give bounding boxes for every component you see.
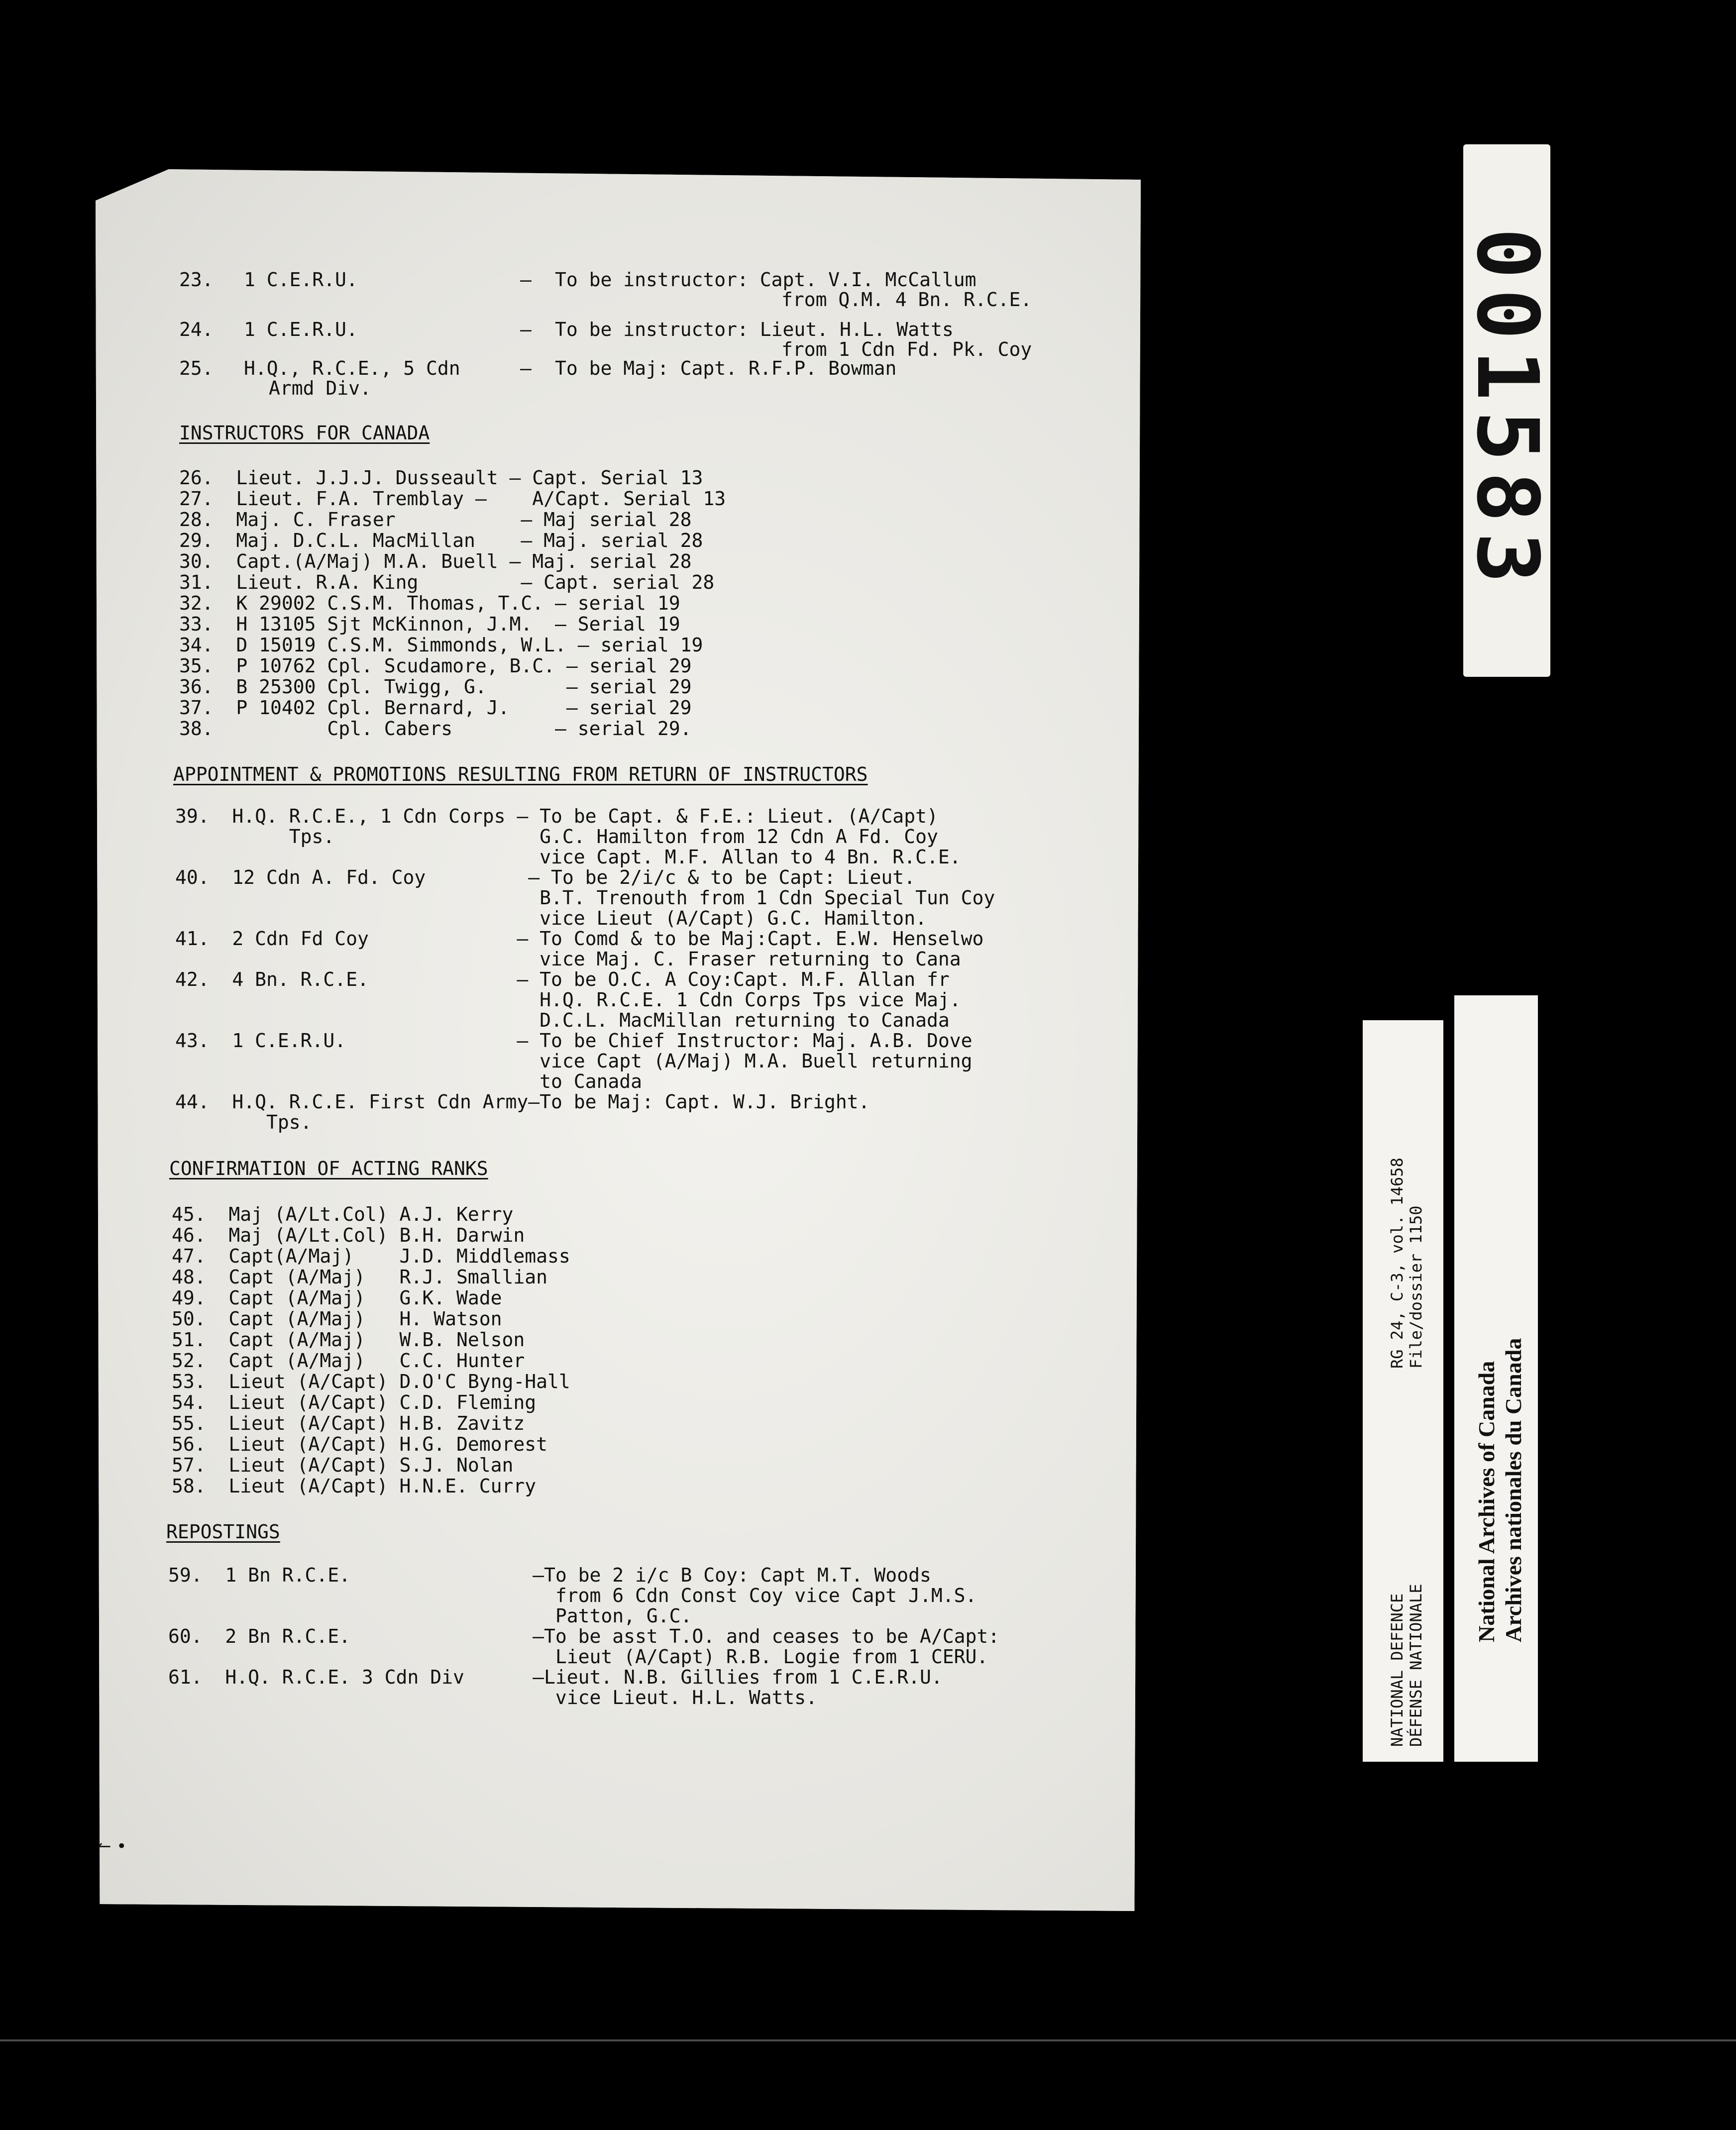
department-fr: DÉFENSE NATIONALE	[1407, 1584, 1425, 1747]
appointment-line: 40. 12 Cdn A. Fd. Coy – To be 2/i/c & to be Capt: Lieut.	[175, 866, 916, 888]
confirmation-line: 54. Lieut (A/Capt) C.D. Fleming	[172, 1391, 537, 1413]
reposting-line: vice Lieut. H.L. Watts.	[168, 1687, 818, 1708]
stamp-number: 001583	[1457, 227, 1556, 594]
entry-continuation: from Q.M. 4 Bn. R.C.E.	[781, 289, 1032, 311]
reposting-line: 61. H.Q. R.C.E. 3 Cdn Div –Lieut. N.B. Gillies from 1 C.E.R.U.	[168, 1666, 943, 1688]
confirmation-line: 56. Lieut (A/Capt) H.G. Demorest	[172, 1433, 547, 1455]
entry-unit: 1 C.E.R.U.	[244, 269, 358, 291]
confirmation-line: 46. Maj (A/Lt.Col) B.H. Darwin	[172, 1224, 525, 1246]
confirmation-line: 57. Lieut (A/Capt) S.J. Nolan	[172, 1454, 514, 1476]
appointment-line: 41. 2 Cdn Fd Coy – To Comd & to be Maj:Capt. E.W. Henselwo	[175, 928, 984, 950]
instructor-line: 30. Capt.(A/Maj) M.A. Buell – Maj. serial 28	[179, 550, 692, 572]
confirmation-line: 58. Lieut (A/Capt) H.N.E. Curry	[172, 1475, 537, 1497]
appointment-line: Tps. G.C. Hamilton from 12 Cdn A Fd. Coy	[175, 826, 938, 848]
reposting-line: Patton, G.C.	[168, 1605, 692, 1627]
archive-stamp	[1457, 144, 1556, 677]
confirmation-line: 49. Capt (A/Maj) G.K. Wade	[172, 1287, 502, 1309]
instructor-line: 36. B 25300 Cpl. Twigg, G. – serial 29	[179, 676, 692, 698]
entry-unit: H.Q., R.C.E., 5 Cdn	[244, 357, 460, 379]
entry-number: 24.	[179, 319, 214, 340]
appointment-line: D.C.L. MacMillan returning to Canada	[175, 1009, 950, 1031]
appointment-line: 42. 4 Bn. R.C.E. – To be O.C. A Coy:Capt. M.F. Allan fr	[175, 968, 950, 990]
heading-appointments: APPOINTMENT & PROMOTIONS RESULTING FROM RETURN OF INSTRUCTORS	[173, 763, 868, 785]
reposting-line: from 6 Cdn Const Coy vice Capt J.M.S.	[168, 1585, 977, 1606]
entry-continuation: from 1 Cdn Fd. Pk. Coy	[781, 338, 1032, 360]
appointment-line: Tps.	[175, 1111, 312, 1133]
instructor-line: 32. K 29002 C.S.M. Thomas, T.C. – serial 19	[179, 592, 680, 614]
reposting-line: 60. 2 Bn R.C.E. –To be asst T.O. and ceases to be A/Capt:	[168, 1625, 1000, 1647]
confirmation-line: 55. Lieut (A/Capt) H.B. Zavitz	[172, 1412, 525, 1434]
file-dossier: File/dossier 1150	[1407, 1205, 1425, 1369]
confirmation-line: 52. Capt (A/Maj) C.C. Hunter	[172, 1350, 525, 1372]
entry-separator: –	[520, 269, 532, 291]
heading-confirmation-of-acting-ranks: CONFIRMATION OF ACTING RANKS	[169, 1158, 488, 1179]
archives-en: National Archives of Canada	[1474, 1361, 1499, 1642]
instructor-line: 34. D 15019 C.S.M. Simmonds, W.L. – serial 19	[179, 634, 703, 656]
appointment-line: vice Capt (A/Maj) M.A. Buell returning	[175, 1050, 973, 1072]
department-en: NATIONAL DEFENCE	[1388, 1593, 1407, 1747]
confirmation-line: 53. Lieut (A/Capt) D.O'C Byng-Hall	[172, 1371, 570, 1392]
reposting-line: 59. 1 Bn R.C.E. –To be 2 i/c B Coy: Capt M.T. Woods	[168, 1564, 931, 1586]
entry-separator: –	[520, 319, 532, 340]
instructor-line: 31. Lieut. R.A. King – Capt. serial 28	[179, 571, 715, 593]
appointment-line: 43. 1 C.E.R.U. – To be Chief Instructor: Maj. A.B. Dove	[175, 1030, 973, 1052]
appointment-line: 39. H.Q. R.C.E., 1 Cdn Corps – To be Capt. & F.E.: Lieut. (A/Capt)	[175, 805, 938, 827]
entry-unit: 1 C.E.R.U.	[244, 319, 358, 340]
instructor-line: 27. Lieut. F.A. Tremblay – A/Capt. Serial 13	[179, 488, 726, 510]
reposting-line: Lieut (A/Capt) R.B. Logie from 1 CERU.	[168, 1646, 988, 1668]
instructor-line: 26. Lieut. J.J.J. Dusseault – Capt. Serial 13	[179, 467, 703, 489]
heading-instructors-for-canada: INSTRUCTORS FOR CANADA	[179, 422, 430, 444]
appointment-line: vice Lieut (A/Capt) G.C. Hamilton.	[175, 907, 927, 929]
appointment-line: B.T. Trenouth from 1 Cdn Special Tun Coy	[175, 887, 995, 909]
entry-text: To be Maj: Capt. R.F.P. Bowman	[555, 357, 897, 379]
entry-number: 25.	[179, 357, 214, 379]
appointment-line: 44. H.Q. R.C.E. First Cdn Army–To be Maj: Capt. W.J. Bright.	[175, 1091, 870, 1113]
archives-fr: Archives nationales du Canada	[1501, 1338, 1526, 1642]
instructor-line: 37. P 10402 Cpl. Bernard, J. – serial 29	[179, 697, 692, 719]
appointment-line: H.Q. R.C.E. 1 Cdn Corps Tps vice Maj.	[175, 989, 961, 1011]
instructor-line: 35. P 10762 Cpl. Scudamore, B.C. – serial 29	[179, 655, 692, 677]
entry-number: 23.	[179, 269, 214, 291]
entry-text: To be instructor: Lieut. H.L. Watts	[555, 319, 954, 340]
confirmation-line: 48. Capt (A/Maj) R.J. Smallian	[172, 1266, 547, 1288]
archives-label	[1454, 995, 1538, 1762]
handwritten-mark: ↼ •	[97, 1836, 127, 1856]
appointment-line: vice Maj. C. Fraser returning to Cana	[175, 948, 961, 970]
heading-repostings: REPOSTINGS	[166, 1521, 280, 1543]
entry-continuation: Armd Div.	[269, 377, 371, 399]
reference: RG 24, C-3, vol. 14658	[1388, 1158, 1407, 1369]
entry-text: To be instructor: Capt. V.I. McCallum	[555, 269, 976, 291]
appointment-line: to Canada	[175, 1070, 642, 1092]
appointment-line: vice Capt. M.F. Allan to 4 Bn. R.C.E.	[175, 846, 961, 868]
instructor-line: 38. Cpl. Cabers – serial 29.	[179, 718, 692, 740]
department-label	[1363, 1020, 1443, 1762]
bottom-rule	[0, 2039, 1736, 2041]
entry-separator: –	[520, 357, 532, 379]
confirmation-line: 45. Maj (A/Lt.Col) A.J. Kerry	[172, 1203, 514, 1225]
instructor-line: 28. Maj. C. Fraser – Maj serial 28	[179, 509, 692, 531]
confirmation-line: 50. Capt (A/Maj) H. Watson	[172, 1308, 502, 1330]
confirmation-line: 51. Capt (A/Maj) W.B. Nelson	[172, 1329, 525, 1351]
instructor-line: 29. Maj. D.C.L. MacMillan – Maj. serial 28	[179, 530, 703, 551]
instructor-line: 33. H 13105 Sjt McKinnon, J.M. – Serial 19	[179, 613, 680, 635]
confirmation-line: 47. Capt(A/Maj) J.D. Middlemass	[172, 1245, 570, 1267]
